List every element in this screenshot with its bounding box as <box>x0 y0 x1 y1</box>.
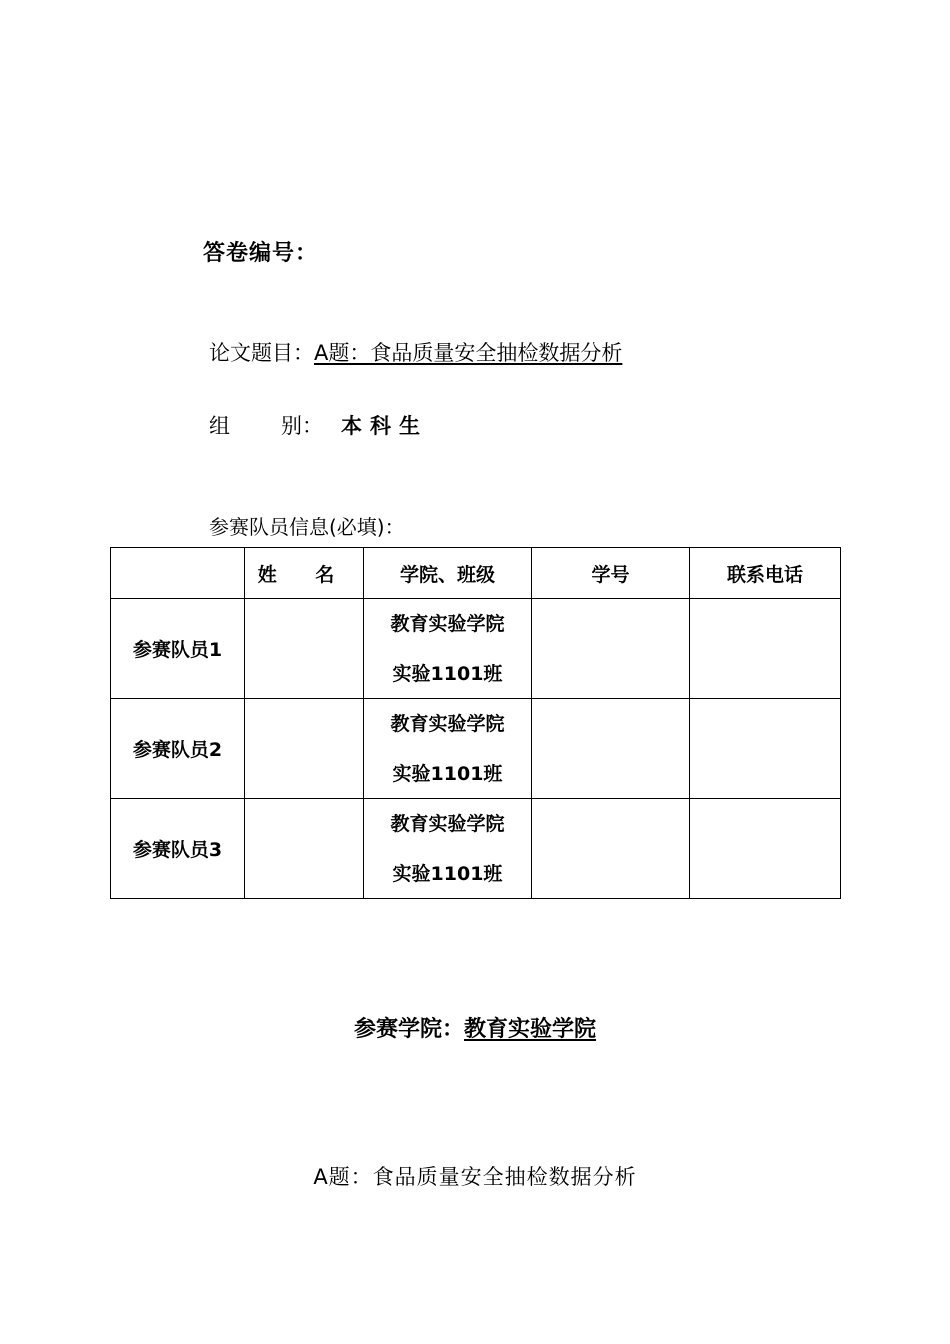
class-line: 实验1101班 <box>392 862 503 885</box>
header-cell-phone: 联系电话 <box>690 548 841 599</box>
college-value: 教育实验学院 <box>464 1017 597 1042</box>
member-student-id-cell <box>532 799 690 899</box>
college-line <box>0 1012 950 1043</box>
document-title: A题：食品质量安全抽检数据分析 <box>313 1165 637 1189</box>
table-row <box>111 799 841 899</box>
department-line: 教育实验学院 <box>390 712 505 735</box>
member-label-cell: 参赛队员1 <box>111 599 245 699</box>
member-student-id-cell <box>532 699 690 799</box>
class-line: 实验1101班 <box>392 662 503 685</box>
header-cell-name: 姓 名 <box>245 548 364 599</box>
table-row <box>111 699 841 799</box>
member-label-cell: 参赛队员2 <box>111 699 245 799</box>
member-label-cell: 参赛队员3 <box>111 799 245 899</box>
group-label-second: 别： <box>281 414 323 438</box>
member-name-cell <box>245 699 364 799</box>
member-department-cell <box>364 799 532 899</box>
table-row <box>111 599 841 699</box>
team-members-table <box>110 547 841 899</box>
table-header-row <box>111 548 841 599</box>
paper-title-label: 论文题目： <box>209 341 314 365</box>
member-department-cell <box>364 599 532 699</box>
member-department-cell <box>364 699 532 799</box>
member-name-cell <box>245 599 364 699</box>
member-name-cell <box>245 799 364 899</box>
paper-title-value: A题：食品质量安全抽检数据分析 <box>314 341 623 365</box>
class-line: 实验1101班 <box>392 762 503 785</box>
header-cell-student-id: 学号 <box>532 548 690 599</box>
member-phone-cell <box>690 799 841 899</box>
member-phone-cell <box>690 699 841 799</box>
department-line: 教育实验学院 <box>390 812 505 835</box>
department-line: 教育实验学院 <box>390 612 505 635</box>
member-phone-cell <box>690 599 841 699</box>
group-value: 本科生 <box>341 414 428 438</box>
paper-title-line <box>209 337 622 367</box>
group-line <box>209 410 428 440</box>
header-cell-empty <box>111 548 245 599</box>
college-label: 参赛学院： <box>353 1017 464 1042</box>
group-label-first: 组 <box>209 414 230 438</box>
answer-number-label: 答卷编号： <box>203 241 319 266</box>
team-info-label: 参赛队员信息(必填)： <box>209 515 405 539</box>
member-student-id-cell <box>532 599 690 699</box>
header-cell-department: 学院、班级 <box>364 548 532 599</box>
